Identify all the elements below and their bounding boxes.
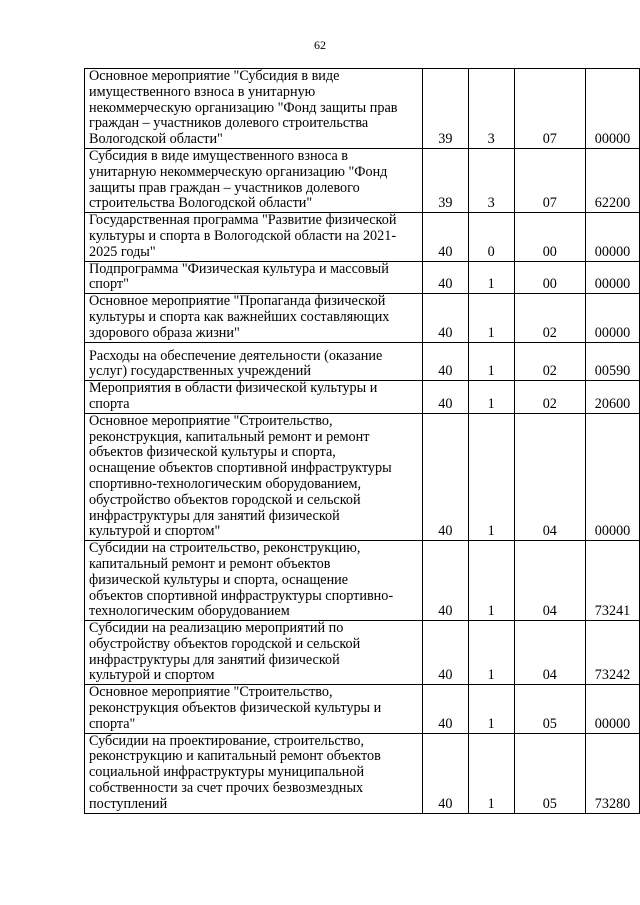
code-event-cell: 04 [514,541,586,621]
row-name-line: спорта [89,395,130,412]
code-event-cell: 04 [514,413,586,540]
row-name-line: Подпрограмма "Физическая культура и массовый [89,260,389,277]
code-direction-cell: 00000 [586,413,640,540]
row-name-line: здорового образа жизни" [89,324,240,341]
row-name-cell [85,213,423,261]
code-program-cell: 40 [422,621,468,685]
code-subprogram-cell: 1 [468,294,514,342]
row-name-line: граждан – участников долевого строительства [89,115,369,132]
code-program-cell: 40 [422,261,468,294]
code-event-cell: 05 [514,685,586,733]
code-event-cell: 00 [514,213,586,261]
row-name-line: технологическим оборудованием [89,603,290,620]
row-name-line: инфраструктуры для занятий физической [89,507,340,524]
table-row [85,685,640,733]
code-program-cell: 40 [422,413,468,540]
row-name-line: обустройству объектов городской и сельской [89,635,361,652]
table-row [85,413,640,540]
code-event-cell: 02 [514,381,586,414]
row-name-line: спорт" [89,276,129,293]
code-event-cell: 07 [514,69,586,149]
code-direction-cell: 00000 [586,685,640,733]
row-name-line: услуг) государственных учреждений [89,363,311,380]
row-name-line: защиты прав граждан – участников долевого [89,179,360,196]
row-name-line: Мероприятия в области физической культуры и [89,380,378,397]
code-event-cell: 02 [514,342,586,381]
row-name-line: реконструкция объектов физической культуры и [89,700,382,717]
row-name-line: 2025 годы" [89,243,156,260]
row-name-line: Государственная программа "Развитие физической [89,212,397,229]
code-subprogram-cell: 1 [468,261,514,294]
row-name-line: спорта" [89,715,136,732]
code-subprogram-cell: 1 [468,733,514,813]
row-name-line: Основное мероприятие "Строительство, [89,684,333,701]
row-name-line: собственности за счет прочих безвозмездных [89,780,364,797]
page-number: 62 [314,38,326,52]
code-direction-cell: 00000 [586,69,640,149]
row-name-line: Расходы на обеспечение деятельности (оказание [89,347,383,364]
code-program-cell: 40 [422,685,468,733]
row-name-line: строительства Вологодской области" [89,195,313,212]
table-body [85,69,640,814]
code-subprogram-cell: 1 [468,685,514,733]
row-name-cell [85,261,423,294]
code-subprogram-cell: 1 [468,413,514,540]
row-name-line: капитальный ремонт и ремонт объектов [89,555,331,572]
row-name-line: Субсидии на проектирование, строительство, [89,732,365,749]
table-row [85,621,640,685]
row-name-cell [85,381,423,414]
row-name-cell [85,294,423,342]
code-subprogram-cell: 0 [468,213,514,261]
row-name-line: инфраструктуры для занятий физической [89,651,340,668]
row-name-line: объектов физической культуры и спорта, [89,444,336,461]
code-program-cell: 39 [422,148,468,212]
row-name-line: поступлений [89,795,168,812]
code-subprogram-cell: 1 [468,381,514,414]
row-name-line: некоммерческую организацию "Фонд защиты прав [89,99,398,116]
row-name-line: реконструкцию и капитальный ремонт объектов [89,748,381,765]
row-name-line: объектов спортивной инфраструктуры спортивно- [89,587,394,604]
row-name-line: Субсидия в виде имущественного взноса в [89,147,348,164]
table-row [85,733,640,813]
row-name-line: культуры и спорта как важнейших составляющих [89,308,390,325]
row-name-line: Основное мероприятие "Субсидия в виде [89,68,340,84]
row-name-line: Субсидии на реализацию мероприятий по [89,620,344,637]
code-program-cell: 40 [422,342,468,381]
table-row [85,148,640,212]
code-direction-cell: 73242 [586,621,640,685]
row-name-line: Вологодской области" [89,131,223,148]
code-direction-cell: 00000 [586,213,640,261]
row-name-line: имущественного взноса в унитарную [89,83,316,100]
code-program-cell: 40 [422,381,468,414]
table-row [85,541,640,621]
row-name-cell [85,541,423,621]
row-name-cell [85,685,423,733]
row-name-line: оснащение объектов спортивной инфраструктуры [89,460,392,477]
code-subprogram-cell: 1 [468,541,514,621]
code-direction-cell: 00000 [586,294,640,342]
code-program-cell: 40 [422,294,468,342]
row-name-cell [85,342,423,381]
code-subprogram-cell: 3 [468,69,514,149]
row-name-cell [85,148,423,212]
table-row [85,381,640,414]
budget-classification-table [84,68,640,814]
code-program-cell: 39 [422,69,468,149]
code-program-cell: 40 [422,733,468,813]
code-event-cell: 04 [514,621,586,685]
code-direction-cell: 73280 [586,733,640,813]
code-event-cell: 02 [514,294,586,342]
row-name-line: физической культуры и спорта, оснащение [89,571,349,588]
row-name-line: социальной инфраструктуры муниципальной [89,764,365,781]
code-direction-cell: 00590 [586,342,640,381]
row-name-line: Субсидии на строительство, реконструкцию, [89,540,361,557]
table-row [85,261,640,294]
row-name-cell [85,733,423,813]
row-name-line: культурой и спортом [89,667,215,684]
code-direction-cell: 00000 [586,261,640,294]
code-event-cell: 00 [514,261,586,294]
code-direction-cell: 73241 [586,541,640,621]
table-row [85,69,640,149]
table-row [85,342,640,381]
code-event-cell: 05 [514,733,586,813]
row-name-cell [85,621,423,685]
row-name-line: культуры и спорта в Вологодской области на 2021- [89,227,397,244]
row-name-line: спортивно-технологическим оборудованием, [89,475,362,492]
row-name-cell [85,69,423,149]
row-name-line: Основное мероприятие "Пропаганда физической [89,293,386,310]
code-direction-cell: 20600 [586,381,640,414]
row-name-line: унитарную некоммерческую организацию "Фонд [89,163,388,180]
code-subprogram-cell: 3 [468,148,514,212]
code-program-cell: 40 [422,541,468,621]
row-name-line: Основное мероприятие "Строительство, [89,412,333,429]
table-row [85,294,640,342]
code-event-cell: 07 [514,148,586,212]
row-name-line: культурой и спортом" [89,523,221,540]
row-name-cell [85,413,423,540]
code-program-cell: 40 [422,213,468,261]
code-direction-cell: 62200 [586,148,640,212]
row-name-line: реконструкция, капитальный ремонт и ремонт [89,428,370,445]
table-row [85,213,640,261]
code-subprogram-cell: 1 [468,621,514,685]
row-name-line: обустройство объектов городской и сельской [89,491,361,508]
code-subprogram-cell: 1 [468,342,514,381]
